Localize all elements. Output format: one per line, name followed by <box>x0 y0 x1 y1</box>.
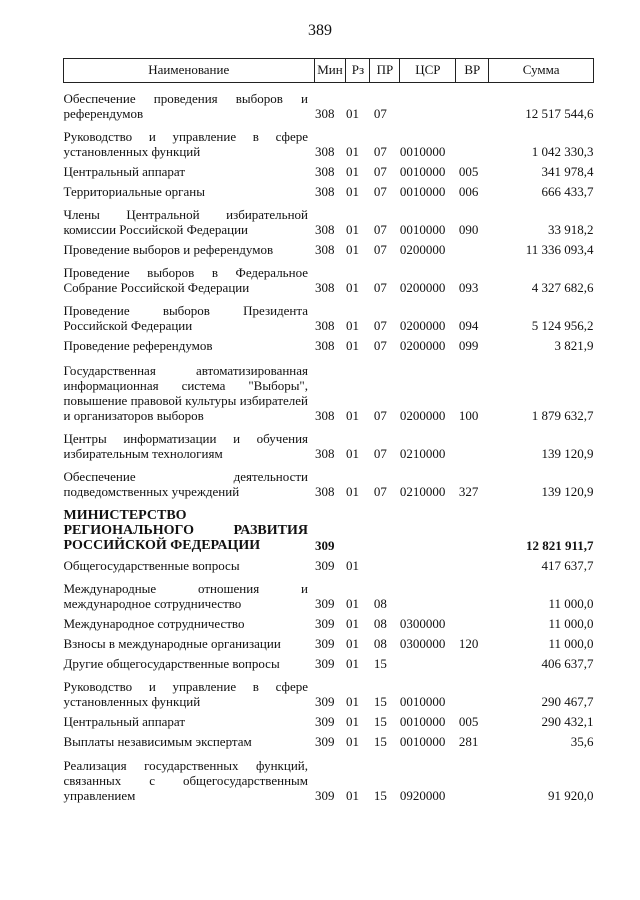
row-sum: 1 042 330,3 <box>531 144 594 159</box>
row-pr: 07 <box>373 280 387 295</box>
page-number: 389 <box>308 22 332 39</box>
row-rz: 01 <box>345 164 359 179</box>
row-min: 308 <box>315 164 335 179</box>
table-row <box>64 611 594 631</box>
row-rz: 01 <box>345 788 359 803</box>
row-min: 308 <box>315 280 335 295</box>
column-header-name: Наименование <box>64 59 315 83</box>
row-sum: 11 000,0 <box>548 616 594 631</box>
row-vr: 093 <box>458 280 479 295</box>
row-csr: 0200000 <box>399 318 446 333</box>
ministry-name: МИНИСТЕРСТВО РЕГИОНАЛЬНОГО РАЗВИТИЯ РОССИЙСКОЙ ФЕДЕРАЦИИ <box>63 508 308 553</box>
row-pr: 08 <box>373 636 387 651</box>
table-row <box>64 257 594 295</box>
row-name: Общегосударственные вопросы <box>63 558 240 573</box>
row-min: 309 <box>315 636 335 651</box>
row-name: Проведение выборов Президента Российской Федерации <box>63 303 308 333</box>
table-row <box>64 749 594 803</box>
row-sum: 666 433,7 <box>541 184 594 199</box>
row-rz: 01 <box>345 222 359 237</box>
row-rz: 01 <box>345 596 359 611</box>
row-min: 308 <box>315 144 335 159</box>
row-rz <box>346 499 370 553</box>
row-csr <box>400 553 456 573</box>
row-csr: 0010000 <box>399 164 446 179</box>
row-min: 308 <box>315 318 335 333</box>
row-pr: 07 <box>373 484 387 499</box>
row-rz: 01 <box>345 338 359 353</box>
row-min: 309 <box>315 656 335 671</box>
row-sum: 35,6 <box>570 734 594 749</box>
row-sum: 3 821,9 <box>554 338 594 353</box>
row-pr: 15 <box>373 656 387 671</box>
row-pr: 07 <box>373 338 387 353</box>
row-pr: 07 <box>373 408 387 423</box>
row-rz: 01 <box>345 446 359 461</box>
row-vr <box>456 611 489 631</box>
row-csr: 0200000 <box>399 408 446 423</box>
row-rz: 01 <box>345 242 359 257</box>
row-csr <box>400 83 456 122</box>
row-csr: 0300000 <box>399 616 446 631</box>
row-rz: 01 <box>345 558 359 573</box>
row-pr: 07 <box>373 144 387 159</box>
row-pr <box>370 553 400 573</box>
row-name: Руководство и управление в сфере установленных функций <box>63 129 308 159</box>
row-name: Проведение референдумов <box>63 338 213 353</box>
row-min: 308 <box>315 338 335 353</box>
row-vr: 120 <box>458 636 479 651</box>
row-pr: 15 <box>373 734 387 749</box>
row-min: 309 <box>315 788 335 803</box>
row-min: 308 <box>315 222 335 237</box>
row-name: Другие общегосударственные вопросы <box>63 656 280 671</box>
row-rz: 01 <box>345 408 359 423</box>
table-row <box>64 461 594 499</box>
row-csr: 0010000 <box>399 222 446 237</box>
row-vr: 099 <box>458 338 479 353</box>
row-vr: 005 <box>458 714 479 729</box>
table-row <box>64 159 594 179</box>
row-csr: 0010000 <box>399 694 446 709</box>
row-sum: 11 000,0 <box>548 596 594 611</box>
table-row <box>64 121 594 159</box>
row-name: Международное сотрудничество <box>63 616 245 631</box>
row-sum: 12 517 544,6 <box>525 106 594 121</box>
row-sum: 33 918,2 <box>548 222 594 237</box>
row-vr <box>456 237 489 257</box>
row-name: Проведение выборов и референдумов <box>63 242 274 257</box>
row-vr: 281 <box>458 734 479 749</box>
row-vr <box>456 83 489 122</box>
row-min: 308 <box>315 184 335 199</box>
row-pr: 07 <box>373 446 387 461</box>
row-vr <box>456 499 489 553</box>
row-pr: 07 <box>373 184 387 199</box>
row-min: 308 <box>315 408 335 423</box>
table-row <box>64 237 594 257</box>
row-csr: 0010000 <box>399 714 446 729</box>
row-csr <box>400 573 456 611</box>
row-name: Центральный аппарат <box>63 164 186 179</box>
row-csr <box>400 651 456 671</box>
row-min: 309 <box>315 616 335 631</box>
row-vr: 005 <box>458 164 479 179</box>
row-name: Руководство и управление в сфере установленных функций <box>63 679 308 709</box>
row-pr: 15 <box>373 714 387 729</box>
ministry-total-sum: 12 821 911,7 <box>525 538 594 553</box>
row-csr: 0210000 <box>399 446 446 461</box>
row-name: Территориальные органы <box>63 184 205 199</box>
row-sum: 4 327 682,6 <box>531 280 594 295</box>
row-rz: 01 <box>345 656 359 671</box>
row-vr <box>456 553 489 573</box>
row-vr <box>456 671 489 709</box>
row-rz: 01 <box>345 106 359 121</box>
row-sum: 11 336 093,4 <box>525 242 594 257</box>
row-vr <box>456 651 489 671</box>
column-header-pr: ПР <box>370 59 400 83</box>
row-name: Выплаты независимым экспертам <box>63 734 252 749</box>
row-pr: 07 <box>373 106 387 121</box>
row-vr: 006 <box>458 184 479 199</box>
row-sum: 290 432,1 <box>541 714 594 729</box>
row-name: Обеспечение деятельности подведомственных учреждений <box>63 469 308 499</box>
row-rz: 01 <box>345 484 359 499</box>
row-csr <box>400 499 456 553</box>
row-csr: 0010000 <box>399 734 446 749</box>
row-vr: 100 <box>458 408 479 423</box>
row-csr: 0300000 <box>399 636 446 651</box>
table-row <box>64 353 594 423</box>
row-rz: 01 <box>345 184 359 199</box>
row-pr: 07 <box>373 222 387 237</box>
column-header-csr: ЦСР <box>400 59 456 83</box>
table-row <box>64 573 594 611</box>
row-min: 309 <box>315 734 335 749</box>
row-sum: 5 124 956,2 <box>531 318 594 333</box>
table-header <box>64 59 594 83</box>
table-body <box>64 83 594 804</box>
row-name: Взносы в международные организации <box>63 636 281 651</box>
row-vr <box>456 121 489 159</box>
row-csr: 0200000 <box>399 280 446 295</box>
table-row-ministry <box>64 499 594 553</box>
table-row <box>64 709 594 729</box>
column-header-vr: ВР <box>456 59 489 83</box>
table-row <box>64 651 594 671</box>
row-vr <box>456 423 489 461</box>
row-vr <box>456 573 489 611</box>
row-min: 308 <box>315 106 335 121</box>
table-row <box>64 83 594 122</box>
row-min: 309 <box>315 538 335 553</box>
row-csr: 0200000 <box>399 242 446 257</box>
row-pr: 07 <box>373 318 387 333</box>
row-name: Международные отношения и международное сотрудничество <box>63 581 308 611</box>
row-rz: 01 <box>345 144 359 159</box>
row-pr: 07 <box>373 164 387 179</box>
row-pr: 15 <box>373 694 387 709</box>
row-sum: 91 920,0 <box>548 788 594 803</box>
row-vr: 090 <box>458 222 479 237</box>
row-rz: 01 <box>345 694 359 709</box>
table-row <box>64 631 594 651</box>
row-pr <box>370 499 400 553</box>
row-min: 309 <box>315 714 335 729</box>
row-name: Центральный аппарат <box>63 714 186 729</box>
row-csr: 0920000 <box>399 788 446 803</box>
row-pr: 15 <box>373 788 387 803</box>
row-rz: 01 <box>345 636 359 651</box>
row-vr <box>456 749 489 803</box>
row-pr: 07 <box>373 242 387 257</box>
row-sum: 139 120,9 <box>541 446 594 461</box>
row-min: 309 <box>315 694 335 709</box>
row-min: 308 <box>315 484 335 499</box>
table-row <box>64 179 594 199</box>
row-name: Центры информатизации и обучения избирательным технологиям <box>63 431 308 461</box>
row-rz: 01 <box>345 714 359 729</box>
row-pr: 08 <box>373 596 387 611</box>
row-rz: 01 <box>345 734 359 749</box>
column-header-sum: Сумма <box>489 59 594 83</box>
row-min: 309 <box>315 558 335 573</box>
row-sum: 290 467,7 <box>541 694 594 709</box>
column-header-min: Мин <box>314 59 346 83</box>
row-name: Реализация государственных функций, связанных с общегосударственным управлением <box>63 758 308 803</box>
table-row <box>64 553 594 573</box>
table-row <box>64 729 594 749</box>
row-rz: 01 <box>345 280 359 295</box>
row-vr: 094 <box>458 318 479 333</box>
row-name: Государственная автоматизированная информационная система "Выборы", повышение правовой культуры избирателей и организаторов выборов <box>63 363 308 423</box>
row-csr: 0010000 <box>399 144 446 159</box>
row-sum: 139 120,9 <box>541 484 594 499</box>
row-sum: 1 879 632,7 <box>531 408 594 423</box>
column-header-rz: Рз <box>346 59 370 83</box>
table-row <box>64 423 594 461</box>
row-csr: 0200000 <box>399 338 446 353</box>
table-row <box>64 671 594 709</box>
row-sum: 11 000,0 <box>548 636 594 651</box>
row-min: 308 <box>315 446 335 461</box>
table-row <box>64 333 594 353</box>
row-min: 308 <box>315 242 335 257</box>
table-row <box>64 295 594 333</box>
row-sum: 417 637,7 <box>541 558 594 573</box>
row-csr: 0010000 <box>399 184 446 199</box>
table-row <box>64 199 594 237</box>
row-sum: 341 978,4 <box>541 164 594 179</box>
row-csr: 0210000 <box>399 484 446 499</box>
row-vr: 327 <box>458 484 479 499</box>
row-rz: 01 <box>345 318 359 333</box>
row-name: Проведение выборов в Федеральное Собрание Российской Федерации <box>63 265 308 295</box>
budget-table <box>63 58 594 803</box>
row-name: Члены Центральной избирательной комиссии Российской Федерации <box>63 207 308 237</box>
row-rz: 01 <box>345 616 359 631</box>
row-sum: 406 637,7 <box>541 656 594 671</box>
row-min: 309 <box>315 596 335 611</box>
row-name: Обеспечение проведения выборов и референдумов <box>63 91 308 121</box>
row-pr: 08 <box>373 616 387 631</box>
